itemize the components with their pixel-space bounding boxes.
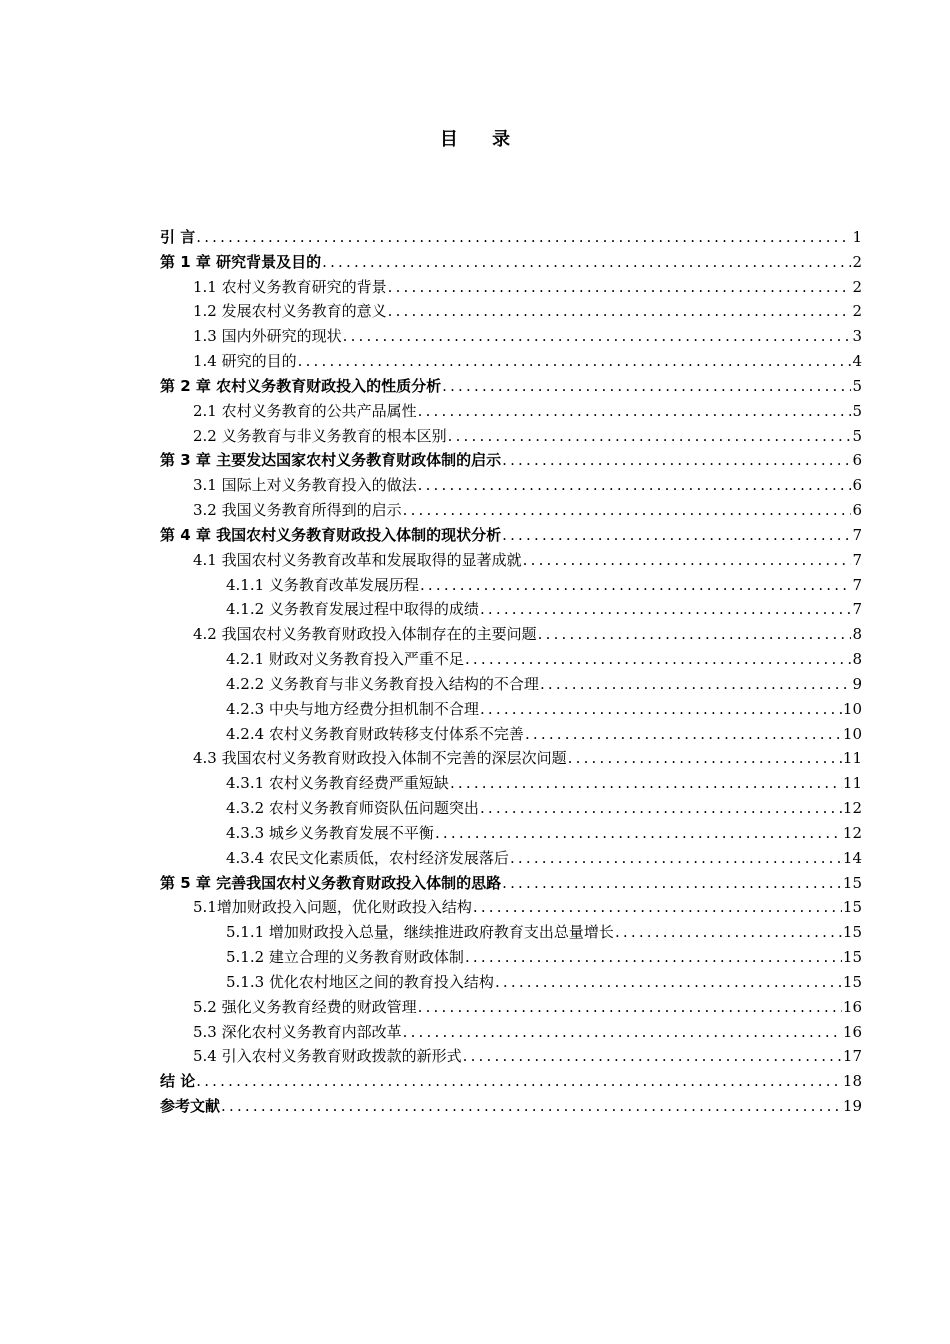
toc-entry-label: 4.2.4 农村义务教育财政转移支付体系不完善 bbox=[226, 724, 524, 743]
toc-entry[interactable] bbox=[160, 846, 862, 871]
toc-entry[interactable] bbox=[160, 1069, 862, 1094]
toc-entry-label: 1.4 研究的目的 bbox=[193, 352, 297, 371]
toc-entry-page: 9 bbox=[852, 674, 862, 693]
toc-dot-leader bbox=[403, 1020, 842, 1045]
toc-entry-page: 15 bbox=[842, 948, 862, 967]
toc-entry[interactable] bbox=[160, 399, 862, 424]
toc-entry-label: 4.2 我国农村义务教育财政投入体制存在的主要问题 bbox=[193, 625, 537, 644]
toc-entry-label: 结 论 bbox=[160, 1072, 196, 1091]
toc-dot-leader bbox=[480, 796, 842, 821]
toc-entry-page: 11 bbox=[842, 749, 862, 768]
toc-entry-label: 5.1.1 增加财政投入总量，继续推进政府教育支出总量增长 bbox=[226, 923, 614, 942]
toc-entry-page: 10 bbox=[842, 699, 862, 718]
toc-entry-page: 12 bbox=[842, 799, 862, 818]
toc-entry-page: 1 bbox=[852, 228, 862, 246]
toc-entry-label: 4.2.2 义务教育与非义务教育投入结构的不合理 bbox=[226, 674, 539, 693]
toc-entry-page: 8 bbox=[852, 625, 862, 644]
toc-entry[interactable] bbox=[160, 573, 862, 598]
toc-entry-label: 4.3.3 城乡义务教育发展不平衡 bbox=[226, 823, 434, 842]
toc-dot-leader bbox=[450, 771, 842, 796]
table-of-contents bbox=[160, 225, 862, 1119]
toc-dot-leader bbox=[523, 548, 852, 573]
toc-entry-label: 4.1.2 义务教育发展过程中取得的成绩 bbox=[226, 600, 479, 619]
toc-entry-page: 2 bbox=[852, 302, 862, 321]
toc-dot-leader bbox=[465, 945, 842, 970]
toc-entry-label: 1.1 农村义务教育研究的背景 bbox=[193, 277, 387, 296]
toc-entry-page: 7 bbox=[852, 525, 862, 544]
toc-dot-leader bbox=[442, 374, 851, 399]
toc-entry-page: 16 bbox=[842, 1022, 862, 1041]
toc-dot-leader bbox=[463, 1044, 842, 1069]
toc-entry-label: 2.1 农村义务教育的公共产品属性 bbox=[193, 401, 417, 420]
toc-entry-label: 5.4 引入农村义务教育财政拨款的新形式 bbox=[193, 1047, 462, 1066]
toc-entry-page: 5 bbox=[852, 426, 862, 445]
toc-entry-label: 4.1.1 义务教育改革发展历程 bbox=[226, 575, 419, 594]
toc-entry-label: 参考文献 bbox=[160, 1096, 221, 1115]
toc-dot-leader bbox=[480, 697, 842, 722]
toc-entry-label: 4.3.2 农村义务教育师资队伍问题突出 bbox=[226, 799, 479, 818]
toc-dot-leader bbox=[465, 647, 852, 672]
toc-entry-page: 7 bbox=[852, 600, 862, 619]
toc-entry[interactable] bbox=[160, 548, 862, 573]
toc-dot-leader bbox=[322, 250, 851, 275]
toc-entry[interactable] bbox=[160, 1044, 862, 1069]
toc-entry[interactable] bbox=[160, 821, 862, 846]
toc-entry-page: 7 bbox=[852, 575, 862, 594]
toc-entry[interactable] bbox=[160, 250, 862, 275]
toc-dot-leader bbox=[298, 349, 852, 374]
toc-entry-label: 5.1增加财政投入问题，优化财政投入结构 bbox=[193, 898, 472, 917]
toc-dot-leader bbox=[403, 498, 852, 523]
toc-dot-leader bbox=[480, 597, 852, 622]
toc-dot-leader bbox=[221, 1094, 842, 1119]
toc-entry[interactable] bbox=[160, 597, 862, 622]
toc-dot-leader bbox=[502, 871, 842, 896]
toc-entry-label: 1.3 国内外研究的现状 bbox=[193, 327, 342, 346]
toc-entry-page: 12 bbox=[842, 823, 862, 842]
toc-entry-label: 4.3 我国农村义务教育财政投入体制不完善的深层次问题 bbox=[193, 749, 567, 768]
toc-dot-leader bbox=[388, 299, 852, 324]
toc-entry[interactable] bbox=[160, 225, 862, 250]
toc-dot-leader bbox=[418, 399, 852, 424]
page-title: 目 录 bbox=[439, 129, 525, 150]
toc-entry-label: 第 5 章 完善我国农村义务教育财政投入体制的思路 bbox=[160, 873, 502, 892]
toc-entry[interactable] bbox=[160, 871, 862, 896]
toc-entry-page: 3 bbox=[852, 327, 862, 346]
toc-entry-page: 6 bbox=[852, 501, 862, 520]
toc-entry[interactable] bbox=[160, 275, 862, 300]
toc-entry-page: 15 bbox=[842, 898, 862, 917]
toc-dot-leader bbox=[538, 622, 852, 647]
toc-entry-label: 3.1 国际上对义务教育投入的做法 bbox=[193, 476, 417, 495]
toc-entry[interactable] bbox=[160, 523, 862, 548]
toc-dot-leader bbox=[525, 722, 842, 747]
toc-entry-label: 3.2 我国义务教育所得到的启示 bbox=[193, 501, 402, 520]
toc-dot-leader bbox=[418, 473, 852, 498]
toc-entry[interactable] bbox=[160, 920, 862, 945]
toc-dot-leader bbox=[502, 448, 851, 473]
toc-entry-page: 17 bbox=[842, 1047, 862, 1066]
toc-entry[interactable] bbox=[160, 1020, 862, 1045]
toc-entry-page: 10 bbox=[842, 724, 862, 743]
toc-entry[interactable] bbox=[160, 324, 862, 349]
toc-entry-label: 第 3 章 主要发达国家农村义务教育财政体制的启示 bbox=[160, 451, 502, 470]
toc-dot-leader bbox=[435, 821, 842, 846]
toc-dot-leader bbox=[615, 920, 842, 945]
toc-entry-label: 第 1 章 研究背景及目的 bbox=[160, 252, 322, 271]
toc-entry[interactable] bbox=[160, 299, 862, 324]
toc-dot-leader bbox=[196, 225, 851, 250]
toc-entry-page: 15 bbox=[842, 923, 862, 942]
toc-entry[interactable] bbox=[160, 771, 862, 796]
toc-entry[interactable] bbox=[160, 1094, 862, 1119]
toc-entry-label: 4.3.1 农村义务教育经费严重短缺 bbox=[226, 774, 449, 793]
toc-entry-label: 第 2 章 农村义务教育财政投入的性质分析 bbox=[160, 376, 442, 395]
toc-entry-page: 15 bbox=[842, 972, 862, 991]
toc-dot-leader bbox=[448, 424, 852, 449]
toc-entry-label: 4.1 我国农村义务教育改革和发展取得的显著成就 bbox=[193, 550, 522, 569]
toc-dot-leader bbox=[420, 573, 852, 598]
toc-dot-leader bbox=[495, 970, 842, 995]
toc-entry[interactable] bbox=[160, 622, 862, 647]
toc-entry-label: 4.2.1 财政对义务教育投入严重不足 bbox=[226, 650, 464, 669]
toc-entry-label: 4.2.3 中央与地方经费分担机制不合理 bbox=[226, 699, 479, 718]
toc-entry-label: 2.2 义务教育与非义务教育的根本区别 bbox=[193, 426, 447, 445]
toc-entry[interactable] bbox=[160, 672, 862, 697]
toc-entry-label: 5.2 强化义务教育经费的财政管理 bbox=[193, 997, 417, 1016]
toc-entry-page: 11 bbox=[842, 774, 862, 793]
toc-entry-page: 15 bbox=[842, 873, 862, 892]
toc-entry-page: 8 bbox=[852, 650, 862, 669]
toc-entry-page: 6 bbox=[852, 451, 862, 470]
toc-dot-leader bbox=[418, 995, 842, 1020]
toc-entry-label: 4.3.4 农民文化素质低，农村经济发展落后 bbox=[226, 848, 509, 867]
toc-entry[interactable] bbox=[160, 374, 862, 399]
toc-entry-page: 14 bbox=[842, 848, 862, 867]
toc-entry-page: 7 bbox=[852, 550, 862, 569]
toc-entry[interactable] bbox=[160, 448, 862, 473]
toc-dot-leader bbox=[502, 523, 851, 548]
toc-entry-label: 5.3 深化农村义务教育内部改革 bbox=[193, 1022, 402, 1041]
toc-entry-label: 5.1.2 建立合理的义务教育财政体制 bbox=[226, 948, 464, 967]
toc-dot-leader bbox=[540, 672, 852, 697]
toc-entry[interactable] bbox=[160, 895, 862, 920]
toc-entry-page: 18 bbox=[842, 1072, 862, 1091]
toc-dot-leader bbox=[568, 746, 842, 771]
toc-entry-label: 5.1.3 优化农村地区之间的教育投入结构 bbox=[226, 972, 494, 991]
toc-entry[interactable] bbox=[160, 995, 862, 1020]
toc-entry-page: 19 bbox=[842, 1096, 862, 1115]
toc-entry[interactable] bbox=[160, 349, 862, 374]
toc-entry[interactable] bbox=[160, 970, 862, 995]
toc-entry-page: 5 bbox=[852, 376, 862, 395]
toc-dot-leader bbox=[343, 324, 852, 349]
toc-entry[interactable] bbox=[160, 647, 862, 672]
toc-entry[interactable] bbox=[160, 722, 862, 747]
toc-entry-page: 16 bbox=[842, 997, 862, 1016]
toc-entry[interactable] bbox=[160, 746, 862, 771]
toc-entry[interactable] bbox=[160, 697, 862, 722]
toc-dot-leader bbox=[510, 846, 842, 871]
toc-entry-page: 5 bbox=[852, 401, 862, 420]
toc-entry-label: 引 言 bbox=[160, 228, 196, 246]
toc-dot-leader bbox=[196, 1069, 842, 1094]
toc-dot-leader bbox=[473, 895, 842, 920]
toc-entry-label: 1.2 发展农村义务教育的意义 bbox=[193, 302, 387, 321]
toc-dot-leader bbox=[388, 275, 852, 300]
toc-entry[interactable] bbox=[160, 796, 862, 821]
toc-entry[interactable] bbox=[160, 473, 862, 498]
toc-entry-page: 4 bbox=[852, 352, 862, 371]
toc-entry[interactable] bbox=[160, 424, 862, 449]
toc-entry-page: 6 bbox=[852, 476, 862, 495]
toc-entry[interactable] bbox=[160, 945, 862, 970]
toc-entry-label: 第 4 章 我国农村义务教育财政投入体制的现状分析 bbox=[160, 525, 502, 544]
toc-entry-page: 2 bbox=[852, 277, 862, 296]
toc-entry-page: 2 bbox=[852, 252, 862, 271]
toc-entry[interactable] bbox=[160, 498, 862, 523]
